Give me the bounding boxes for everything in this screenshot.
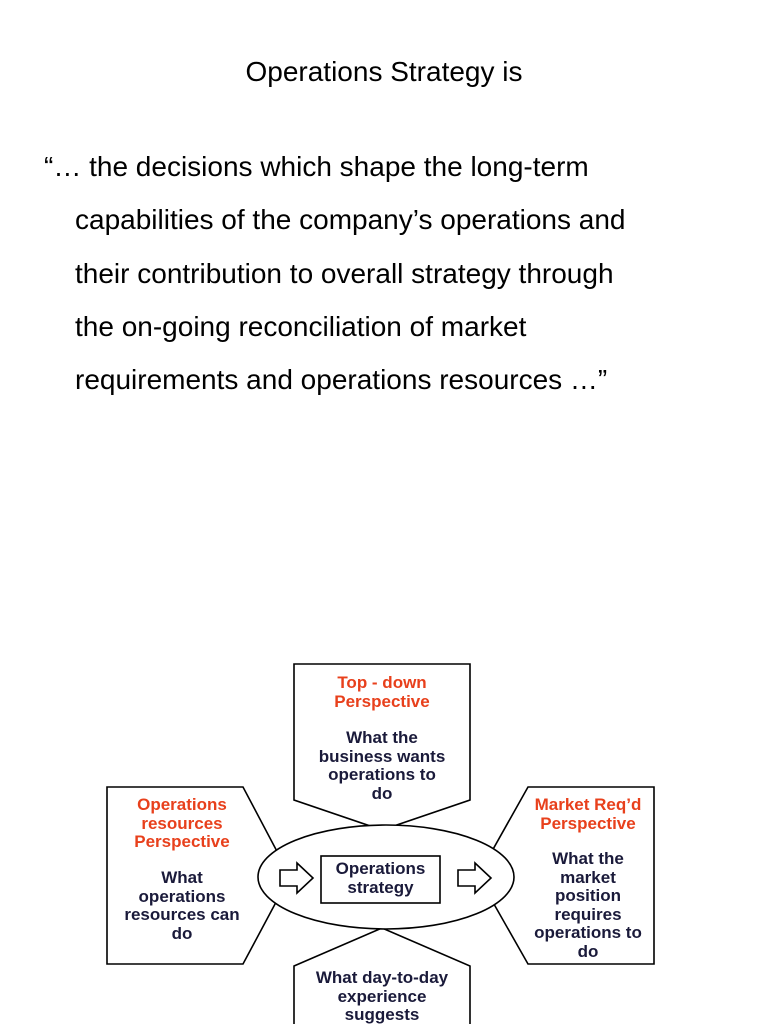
quote-line: capabilities of the company’s operations and [75, 204, 626, 236]
top-perspective-heading: Top - down Perspective [334, 673, 430, 711]
quote-line: their contribution to overall strategy through [75, 257, 614, 289]
strategy-label: Operations strategy [335, 859, 426, 897]
right-perspective-text: What the market position requires operations to do [534, 849, 642, 961]
quote-line: requirements and operations resources …” [75, 364, 608, 396]
bottom-perspective-text: What day-to-day experience suggests [315, 968, 449, 1024]
left-perspective-text: What operations resources can do [124, 868, 240, 943]
slide-title: Operations Strategy is [245, 56, 523, 87]
right-perspective-heading: Market Req’d Perspective [534, 795, 642, 833]
quote-line: “… the decisions which shape the long-term [44, 151, 589, 182]
top-perspective-text: What the business wants operations to do [318, 728, 446, 803]
left-perspective-heading: Operations resources Perspective [134, 795, 230, 851]
quote-line: the on-going reconciliation of market [75, 310, 527, 342]
